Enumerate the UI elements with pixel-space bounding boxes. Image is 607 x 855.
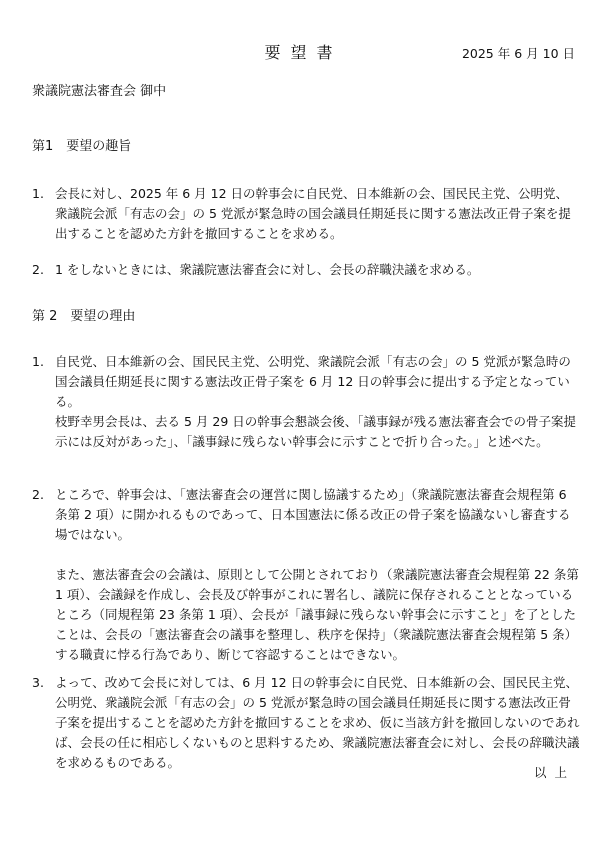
reason-paragraph: よって、改めて会長に対しては、6 月 12 日の幹事会に自民党、日本維新の会、国民民主党、公明党、衆議院会派「有志の会」の 5 党派が緊急時の国会議員任期延長に関する憲法改正骨子案を提出することを認めた方針を撤回することを求め、仮に当該方針を撤回しないのであれば、会長の任に相応しくないものと思料するため、衆議院憲法審査会に対し、会長の辞職決議を求めるものである。 [55,675,580,770]
reason-item-number: 2. [32,487,44,502]
closing-mark: 以上 [533,765,575,780]
reason-paragraph: また、憲法審査会の会議は、原則として公開とされており（衆議院憲法審査会規程第 22 条第 1 項）、会議録を作成し、会長及び幹事がこれに署名し、議院に保存されることとなっているところ（同規程第 23 条第 1 項）、会長が「議事録に残らない幹事会に示すこと」を了としたことは、会長の「憲法審査会の議事を整理し、秩序を保持」（衆議院憲法審査会規程第 5 条）する職責に悖る行為であり、断じて容認することはできない。 [55,567,579,662]
request-item-number: 2. [32,262,44,277]
request-item-text: 1 をしないときには、衆議院憲法審査会に対し、会長の辞職決議を求める。 [55,262,480,277]
document-title: 要望書 [264,43,343,62]
reason-paragraph: 枝野幸男会長は、去る 5 月 29 日の幹事会懇談会後、「議事録が残る憲法審査会での骨子案提示には反対があった」、「議事録に残らない幹事会に示すことで折り合った。」と述べた。 [55,414,577,449]
request-item-2 [32,260,580,280]
request-item-1 [32,184,580,244]
section2-heading: 第 2 要望の理由 [32,309,136,324]
reason-paragraph: 自民党、日本維新の会、国民民主党、公明党、衆議院会派「有志の会」の 5 党派が緊急時の国会議員任期延長に関する憲法改正骨子案を 6 月 12 日の幹事会に提出する予定となっている。 [55,354,571,409]
reason-paragraph: ところで、幹事会は、「憲法審査会の運営に関し協議するため」（衆議院憲法審査会規程第 6 条第 2 項）に開かれるものであって、日本国憲法に係る改正の骨子案を協議ないし審査する場ではない。 [55,487,571,542]
reason-item-number: 1. [32,354,44,369]
reason-item-3 [32,673,580,773]
reason-item-number: 3. [32,675,44,690]
reason-item-1 [32,352,580,452]
section1-heading: 第1 要望の趣旨 [32,139,132,154]
reason-item-2 [32,485,580,665]
addressee: 衆議院憲法審査会 御中 [32,84,167,99]
request-item-number: 1. [32,186,44,201]
document-date: 2025 年 6 月 10 日 [461,46,575,61]
request-item-text: 会長に対し、2025 年 6 月 12 日の幹事会に自民党、日本維新の会、国民民主党、公明党、衆議院会派「有志の会」の 5 党派が緊急時の国会議員任期延長に関する憲法改正骨子案を提出することを認めた方針を撤回することを求める。 [55,186,571,241]
